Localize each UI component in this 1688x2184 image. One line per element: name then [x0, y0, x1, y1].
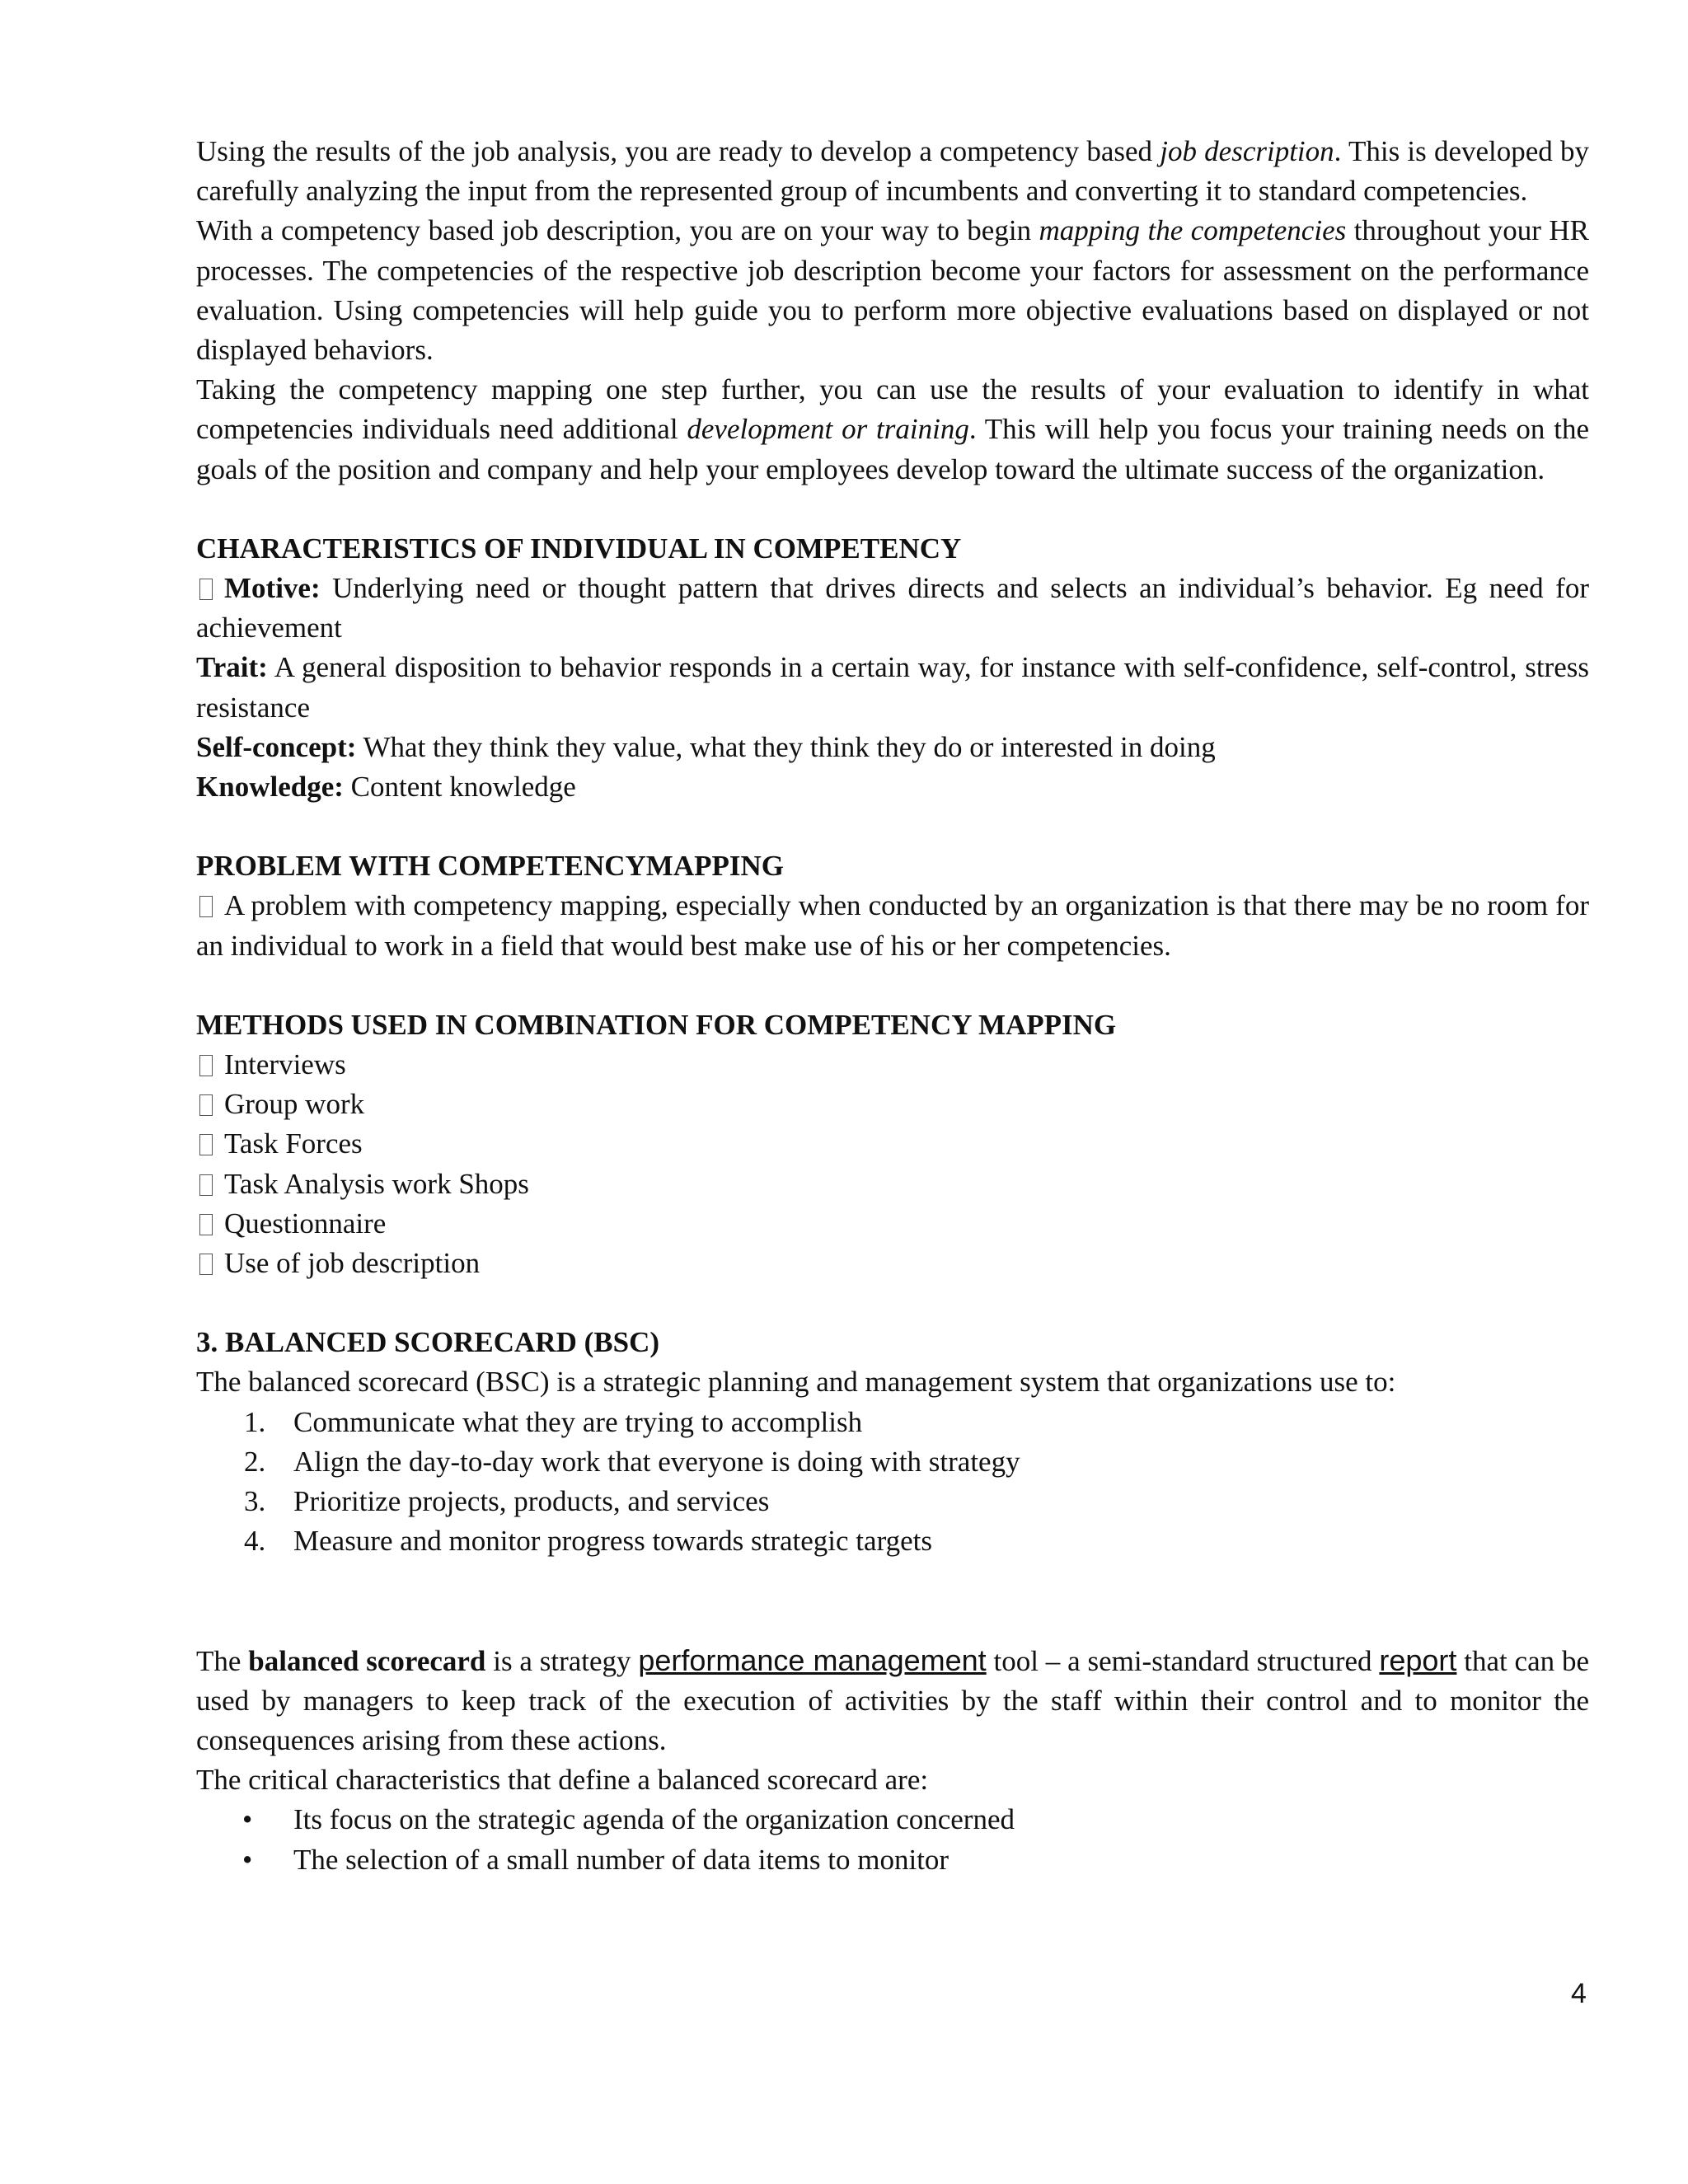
method-item: [196, 1124, 1589, 1164]
missing-glyph-icon: [199, 1094, 213, 1116]
definition: Underlying need or thought pattern that drives directs and selects an individual’s behavior. Eg need for achievement: [196, 572, 1589, 644]
text-run: . This is developed by carefully analyzing the input from the represented group of incumbents and converting it to standard competencies.: [196, 135, 1590, 208]
term: Self-concept:: [196, 730, 357, 763]
missing-glyph-icon: [199, 1134, 213, 1155]
bullet-icon: •: [242, 1843, 253, 1876]
bold-term: balanced scorecard: [248, 1644, 486, 1677]
text-run: throughout your HR processes. The competencies of the respective job description become your factors for assessment on the performance evaluation. Using competencies will help guide you to perform more objective evaluations based on displayed or not displayed behaviors.: [196, 214, 1589, 367]
characteristic-motive: [196, 569, 1589, 648]
bsc-definition-paragraph: [196, 1641, 1589, 1761]
method-label: Task Analysis work Shops: [224, 1167, 529, 1200]
list-text: Prioritize projects, products, and services: [293, 1485, 770, 1518]
report-link[interactable]: report: [1379, 1643, 1457, 1677]
missing-glyph-icon: [199, 896, 213, 917]
list-item: [196, 1840, 1589, 1880]
text-run: A problem with competency mapping, especially when conducted by an organization is that there may be no room for an individual to work in a field that would best make use of his or her competencies.: [196, 889, 1589, 962]
spacer: [196, 1562, 1589, 1641]
intro-paragraph-3: [196, 370, 1589, 490]
method-label: Task Forces: [224, 1127, 363, 1160]
list-text: The selection of a small number of data items to monitor: [293, 1843, 950, 1876]
problem-paragraph: [196, 886, 1589, 965]
text-run: tool – a semi-standard structured: [986, 1644, 1380, 1677]
problem-heading: PROBLEM WITH COMPETENCYMAPPING: [196, 850, 784, 883]
bsc-numbered-list: [196, 1403, 1589, 1562]
method-item: [196, 1045, 1589, 1085]
spacer: [196, 966, 1589, 1005]
page-number: 4: [1571, 1978, 1587, 2009]
emphasis-development-training: development or training: [687, 413, 969, 446]
text-run: that can be used by managers to keep track of the execution of activities by the staff within their control and to monitor the consequences arising from these actions.: [196, 1644, 1589, 1756]
bullet-icon: •: [242, 1803, 253, 1836]
text-run: is a strategy: [485, 1644, 639, 1677]
characteristic-trait: [196, 648, 1589, 727]
term: Knowledge:: [196, 771, 344, 804]
characteristic-self-concept: [196, 728, 1589, 767]
term: Trait:: [196, 651, 268, 684]
intro-paragraph-1: [196, 132, 1589, 211]
method-item: [196, 1244, 1589, 1283]
bsc-critical-intro: The critical characteristics that define a balanced scorecard are:: [196, 1764, 929, 1797]
list-text: Align the day-to-day work that everyone is doing with strategy: [293, 1445, 1020, 1478]
list-number: 2.: [244, 1445, 266, 1478]
list-item: [196, 1442, 1589, 1482]
method-item: [196, 1085, 1589, 1124]
characteristics-heading: CHARACTERISTICS OF INDIVIDUAL IN COMPETENCY: [196, 532, 962, 565]
spacer: [196, 490, 1589, 529]
method-label: Interviews: [224, 1048, 346, 1081]
list-item: [196, 1800, 1589, 1840]
term: Motive:: [224, 572, 321, 605]
text-run: Taking the competency mapping one step further, you can use the results of your evaluation to identify in what competencies individuals need additional: [196, 373, 1589, 446]
method-item: [196, 1204, 1589, 1244]
spacer: [196, 807, 1589, 846]
text-run: The: [196, 1644, 249, 1677]
list-item: [196, 1521, 1589, 1561]
spacer: [196, 1283, 1589, 1323]
performance-management-link[interactable]: performance management: [638, 1643, 987, 1677]
list-text: Communicate what they are trying to accomplish: [293, 1405, 863, 1438]
list-item: [196, 1403, 1589, 1442]
text-run: . This will help you focus your training needs on the goals of the position and company and help your employees develop toward the ultimate success of the organization.: [196, 413, 1589, 485]
list-text: Measure and monitor progress towards strategic targets: [293, 1525, 932, 1558]
text-run: With a competency based job description, you are on your way to begin: [196, 214, 1039, 247]
list-item: [196, 1482, 1589, 1521]
definition: A general disposition to behavior responds in a certain way, for instance with self-confidence, self-control, stress resistance: [196, 651, 1589, 724]
missing-glyph-icon: [199, 1254, 213, 1275]
intro-paragraph-2: [196, 211, 1589, 370]
emphasis-job-description: job description: [1160, 135, 1334, 167]
list-text: Its focus on the strategic agenda of the organization concerned: [293, 1803, 1015, 1836]
methods-heading: METHODS USED IN COMBINATION FOR COMPETENCY MAPPING: [196, 1008, 1117, 1041]
method-label: Questionnaire: [224, 1207, 387, 1240]
method-item: [196, 1165, 1589, 1204]
missing-glyph-icon: [199, 1174, 213, 1196]
method-label: Group work: [224, 1088, 365, 1121]
list-number: 3.: [244, 1485, 266, 1518]
text-run: Using the results of the job analysis, you are ready to develop a competency based: [196, 135, 1160, 167]
bsc-intro: The balanced scorecard (BSC) is a strategic planning and management system that organizations use to:: [196, 1366, 1396, 1399]
list-number: 1.: [244, 1405, 266, 1438]
missing-glyph-icon: [199, 1214, 213, 1235]
definition: Content knowledge: [343, 771, 576, 804]
characteristic-knowledge: [196, 767, 1589, 807]
bsc-bullet-list: [196, 1800, 1589, 1879]
bsc-heading: 3. BALANCED SCORECARD (BSC): [196, 1326, 659, 1359]
method-label: Use of job description: [224, 1247, 481, 1280]
document-page: [196, 132, 1589, 1880]
definition: What they think they value, what they think they do or interested in doing: [356, 730, 1216, 763]
missing-glyph-icon: [199, 1055, 213, 1076]
list-number: 4.: [244, 1525, 266, 1558]
emphasis-mapping-competencies: mapping the competencies: [1039, 214, 1347, 247]
missing-glyph-icon: [199, 579, 213, 600]
